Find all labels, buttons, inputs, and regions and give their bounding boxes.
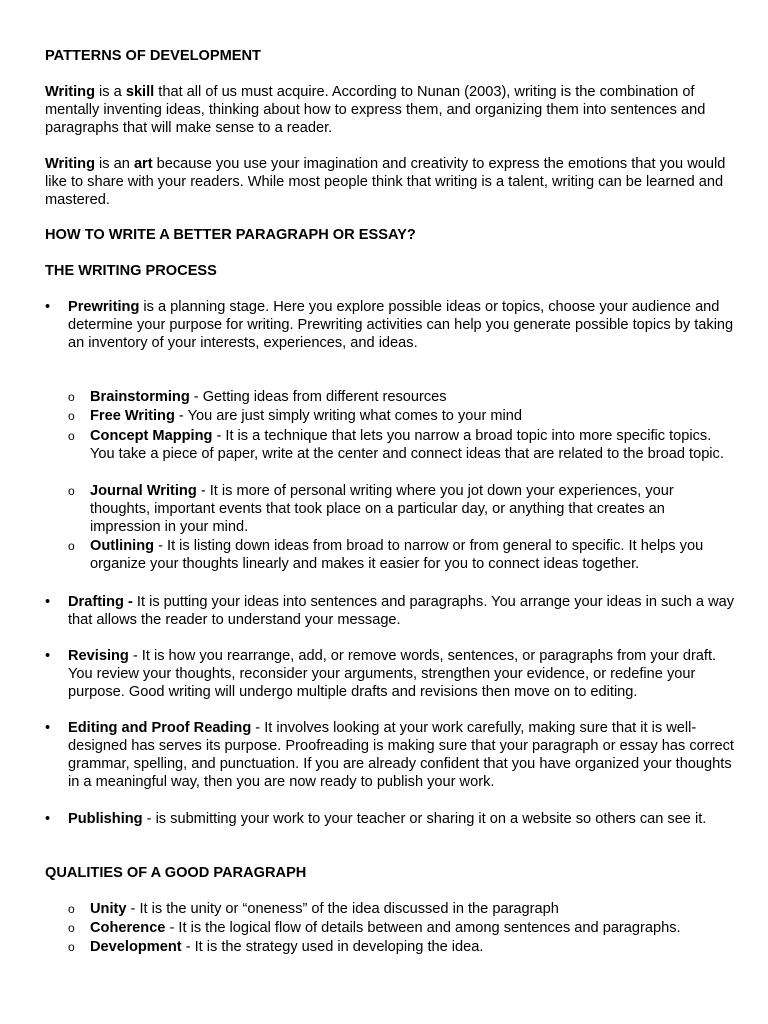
text: - It is how you rearrange, add, or remove words, sentences, or paragraphs from your draft. You review your thoughts, reconsider your arguments, strengthen your evidence, or redefine your purpose. Good writing will undergo multiple drafts and revisions then move on to editing. xyxy=(68,648,717,700)
bullet-icon: • xyxy=(45,811,51,827)
list-item-drafting xyxy=(45,593,735,629)
heading-qualities: QUALITIES OF A GOOD PARAGRAPH xyxy=(45,865,307,881)
term: Brainstorming xyxy=(90,389,190,405)
term: Concept Mapping xyxy=(90,428,213,444)
text: - It is the strategy used in developing the idea. xyxy=(181,939,484,955)
bullet-icon: • xyxy=(45,594,51,610)
term: Free Writing xyxy=(90,408,175,424)
term: Writing xyxy=(45,84,95,100)
quality-unity xyxy=(68,900,728,918)
circle-bullet-icon: o xyxy=(68,921,75,935)
term: Publishing xyxy=(68,811,143,827)
circle-bullet-icon: o xyxy=(68,539,75,553)
bullet-icon: • xyxy=(45,648,51,664)
text: - It is a technique that lets you narrow a broad topic into more specific topics. You take a piece of paper, write at the center and connect ideas that are related to the broad topic. xyxy=(90,428,724,462)
term: Coherence xyxy=(90,920,166,936)
term: Outlining xyxy=(90,538,155,554)
list-item-publishing xyxy=(45,810,735,828)
sub-item-concept-mapping xyxy=(68,427,728,463)
heading-better-paragraph: HOW TO WRITE A BETTER PARAGRAPH OR ESSAY? xyxy=(45,227,416,243)
sub-item-free-writing xyxy=(68,407,728,425)
term: art xyxy=(133,156,153,172)
term: Development xyxy=(90,939,182,955)
text: - It is more of personal writing where you jot down your experiences, your thoughts, important events that took place on a particular day, or anything that creates an impression in your mind. xyxy=(90,483,674,535)
circle-bullet-icon: o xyxy=(68,409,75,423)
term: Journal Writing xyxy=(90,483,197,499)
term: Unity xyxy=(90,901,127,917)
term: Revising xyxy=(68,648,129,664)
text: is a xyxy=(95,84,126,100)
text: - It is the logical flow of details between and among sentences and paragraphs. xyxy=(165,920,681,936)
paragraph-writing-art xyxy=(45,155,735,209)
text: that all of us must acquire. According to Nunan (2003), writing is the combination of mentally inventing ideas, thinking about how to express them, and organizing them into sentences and paragraphs that will make sense to a reader. xyxy=(45,84,706,136)
term: Prewriting xyxy=(68,299,140,315)
text: - You are just simply writing what comes to your mind xyxy=(174,408,523,424)
term: Drafting - xyxy=(68,594,133,610)
heading-writing-process: THE WRITING PROCESS xyxy=(45,263,217,279)
sub-item-brainstorming xyxy=(68,388,728,406)
term: skill xyxy=(125,84,155,100)
sub-item-journal-writing xyxy=(68,482,728,536)
circle-bullet-icon: o xyxy=(68,390,75,404)
term: Editing and Proof Reading xyxy=(68,720,252,736)
paragraph-writing-skill xyxy=(45,83,735,137)
bullet-icon: • xyxy=(45,720,51,736)
circle-bullet-icon: o xyxy=(68,484,75,498)
quality-coherence xyxy=(68,919,728,937)
circle-bullet-icon: o xyxy=(68,902,75,916)
list-item-revising xyxy=(45,647,735,701)
sub-item-outlining xyxy=(68,537,728,573)
text: It is putting your ideas into sentences and paragraphs. You arrange your ideas in such a way that allows the reader to understand your message. xyxy=(68,594,735,628)
circle-bullet-icon: o xyxy=(68,940,75,954)
term: Writing xyxy=(45,156,95,172)
list-item-editing xyxy=(45,719,735,791)
quality-development xyxy=(68,938,728,956)
text: - It involves looking at your work carefully, making sure that it is well-designed has serves its purpose. Proofreading is making sure that your paragraph or essay has correct grammar, spelling, and punctuation. If you are already confident that you have organized your thoughts in a meaningful way, then you are now ready to publish your work. xyxy=(68,720,734,790)
text: because you use your imagination and creativity to express the emotions that you would like to share with your readers. While most people think that writing is a talent, writing can be learned and mastered. xyxy=(45,156,726,208)
text: - It is listing down ideas from broad to narrow or from general to specific. It helps you organize your thoughts linearly and makes it easier for you to connect ideas together. xyxy=(90,538,704,572)
text: - Getting ideas from different resources xyxy=(189,389,447,405)
document-title: PATTERNS OF DEVELOPMENT xyxy=(45,48,261,64)
circle-bullet-icon: o xyxy=(68,429,75,443)
bullet-icon: • xyxy=(45,299,51,315)
text: - is submitting your work to your teacher or sharing it on a website so others can see it. xyxy=(142,811,707,827)
text: is an xyxy=(95,156,134,172)
list-item-prewriting xyxy=(45,298,735,352)
text: - It is the unity or “oneness” of the idea discussed in the paragraph xyxy=(126,901,559,917)
text: is a planning stage. Here you explore possible ideas or topics, choose your audience and determine your purpose for writing. Prewriting activities can help you generate possible topics by taking an inventory of your interests, experiences, and ideas. xyxy=(68,299,734,351)
